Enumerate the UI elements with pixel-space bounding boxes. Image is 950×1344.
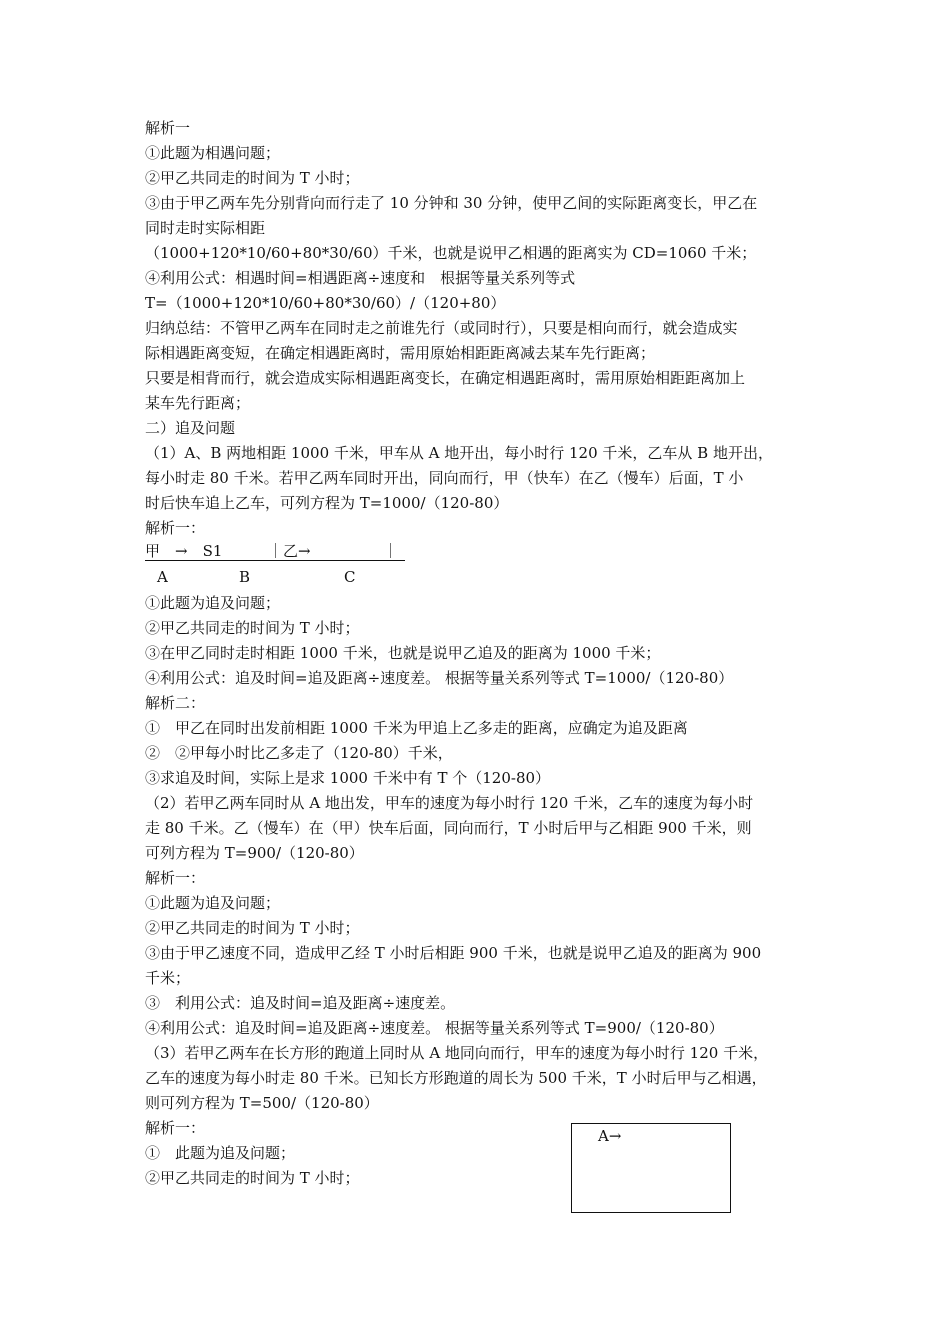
text-line: ③求追及时间，实际上是求 1000 千米中有 T 个（120-80） — [145, 769, 551, 787]
text-line: （2）若甲乙两车同时从 A 地出发，甲车的速度为每小时行 120 千米，乙车的速度为每小时 — [145, 794, 754, 812]
text-line: 归纳总结：不管甲乙两车在同时走之前谁先行（或同时行），只要是相向而行，就会造成实 — [145, 319, 738, 337]
text-line: 只要是相背而行，就会造成实际相遇距离变长，在确定相遇距离时，需用原始相距距离加上 — [145, 369, 746, 387]
text-line: 千米； — [145, 969, 191, 987]
text-line: ②甲乙共同走的时间为 T 小时； — [145, 619, 360, 637]
text-line: 际相遇距离变短，在确定相遇距离时，需用原始相距距离减去某车先行距离； — [145, 344, 656, 362]
diagram-mark-yi: ｜乙→ — [268, 542, 311, 560]
rectangular-track-diagram — [571, 1123, 731, 1213]
text-line: 乙车的速度为每小时走 80 千米。已知长方形跑道的周长为 500 千米，T 小时后甲与乙相遇， — [145, 1069, 767, 1087]
text-line: ④利用公式：追及时间=追及距离÷速度差。 根据等量关系列等式 T=1000/（120-80） — [145, 669, 734, 687]
text-line: 可列方程为 T=900/（120-80） — [145, 844, 364, 862]
text-line: ③ 利用公式：追及时间=追及距离÷速度差。 — [145, 994, 456, 1012]
diagram-mark-end: ｜ — [383, 542, 399, 560]
text-line: ① 甲乙在同时出发前相距 1000 千米为甲追上乙多走的距离，应确定为追及距离 — [145, 719, 688, 737]
point-b-label: B — [239, 568, 251, 586]
text-line: ④利用公式：相遇时间=相遇距离÷速度和 根据等量关系列等式 — [145, 269, 576, 287]
text-line: ②甲乙共同走的时间为 T 小时； — [145, 919, 360, 937]
track-start-label: A→ — [598, 1127, 622, 1145]
text-line: ① 此题为追及问题； — [145, 1144, 296, 1162]
text-line: ②甲乙共同走的时间为 T 小时； — [145, 169, 360, 187]
text-line: ④利用公式：追及时间=追及距离÷速度差。 根据等量关系列等式 T=900/（120-80） — [145, 1019, 724, 1037]
text-line: 同时走时实际相距 — [145, 219, 266, 237]
text-line: ①此题为追及问题； — [145, 594, 281, 612]
text-line: ①此题为追及问题； — [145, 894, 281, 912]
text-line: ③由于甲乙两车先分别背向而行走了 10 分钟和 30 分钟，使甲乙间的实际距离变长，甲乙在 — [145, 194, 758, 212]
text-line: 走 80 千米。乙（慢车）在（甲）快车后面，同向而行，T 小时后甲与乙相距 900 千米，则 — [145, 819, 752, 837]
text-line: ③由于甲乙速度不同，造成甲乙经 T 小时后相距 900 千米，也就是说甲乙追及的距离为 900 — [145, 944, 762, 962]
diagram-baseline — [145, 560, 405, 561]
text-line: （3）若甲乙两车在长方形的跑道上同时从 A 地同向而行，甲车的速度为每小时行 120 千米， — [145, 1044, 769, 1062]
point-c-label: C — [344, 568, 356, 586]
text-line: 解析二： — [145, 694, 206, 712]
text-line: 则可列方程为 T=500/（120-80） — [145, 1094, 379, 1112]
text-line: ② ②甲每小时比乙多走了（120-80）千米， — [145, 744, 453, 762]
text-line: 解析一： — [145, 869, 206, 887]
text-line: 时后快车追上乙车，可列方程为 T=1000/（120-80） — [145, 494, 509, 512]
text-line: 解析一 — [145, 119, 191, 137]
text-line: 解析一： — [145, 519, 206, 537]
point-a-label: A — [157, 568, 168, 586]
text-line: （1000+120*10/60+80*30/60）千米，也就是说甲乙相遇的距离实为 CD=1060 千米； — [145, 244, 757, 262]
text-line: 某车先行距离； — [145, 394, 251, 412]
diagram-segment-s1: 甲 → S1 — [145, 542, 223, 560]
formula-line: T=（1000+120*10/60+80*30/60）/（120+80） — [145, 294, 506, 312]
text-line: （1）A、B 两地相距 1000 千米，甲车从 A 地开出，每小时行 120 千米，乙车从 B 地开出， — [145, 444, 773, 462]
text-line: 解析一： — [145, 1119, 206, 1137]
text-line: 每小时走 80 千米。若甲乙两车同时开出，同向而行，甲（快车）在乙（慢车）后面，T 小 — [145, 469, 744, 487]
text-line: ①此题为相遇问题； — [145, 144, 281, 162]
section-heading: 二）追及问题 — [145, 419, 236, 437]
text-line: ③在甲乙同时走时相距 1000 千米，也就是说甲乙追及的距离为 1000 千米； — [145, 644, 661, 662]
chase-line-diagram — [145, 540, 415, 590]
text-line: ②甲乙共同走的时间为 T 小时； — [145, 1169, 360, 1187]
